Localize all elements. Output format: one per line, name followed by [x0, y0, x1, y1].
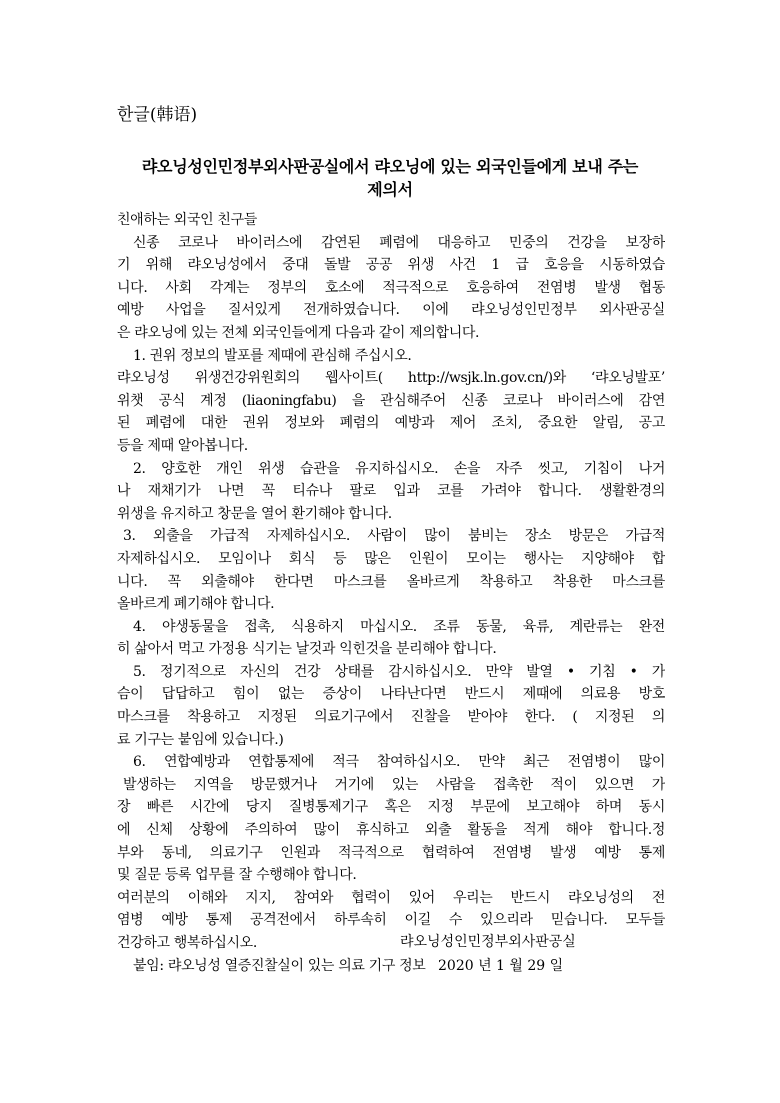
body-line: 예방 사업을 질서있게 전개하였습니다. 이에 랴오닝성인민정부 외사판공실 [117, 302, 665, 319]
body-line: 은 랴오닝에 있는 전체 외국인들에게 다음과 같이 제의합니다. [117, 324, 480, 341]
body-line: 료 기구는 붙임에 있습니다.) [117, 731, 284, 748]
item-heading: 4. 야생동물을 접촉, 식용하지 마십시오. 조류 동물, 육류, 계란류는 완전 [133, 618, 665, 635]
body-line: 마스크를 착용하고 지정된 의료기구에서 진찰을 받아야 한다. ( 지정된 의 [117, 709, 665, 726]
body-line: 신종 코로나 바이러스에 감연된 폐렴에 대응하고 민중의 건강을 보장하 [133, 234, 665, 251]
signature-date: 2020 년 1 월 29 일 [438, 958, 564, 974]
document-body [117, 209, 665, 977]
body-line: 염병 예방 통제 공격전에서 하루속히 이길 수 있으리라 믿습니다. 모두들 [117, 912, 665, 929]
body-line: 슴이 답답하고 힘이 없는 증상이 나타난다면 반드시 제때에 의료용 방호 [117, 686, 665, 703]
item-heading: 5. 정기적으로 자신의 건강 상태를 감시하십시오. 만약 발열 • 기침 • 가 [133, 663, 665, 680]
item-heading: 6. 연합예방과 연합통제에 적극 참여하십시오. 만약 최근 전염병이 많이 [133, 754, 665, 771]
body-line: 히 삶아서 먹고 가정용 식기는 날것과 익힌것을 분리해야 합니다. [117, 641, 497, 658]
item-heading: 2. 양호한 개인 위생 습관을 유지하십시오. 손을 자주 씻고, 기침이 나거 [133, 460, 665, 477]
body-line: 니다. 꼭 외출해야 한다면 마스크를 올바르게 착용하고 착용한 마스크를 [117, 573, 665, 590]
body-line: 부와 동네, 의료기구 인원과 적극적으로 협력하여 전염병 발생 예방 통제 [117, 844, 665, 861]
language-label: 한글(韩语) [117, 105, 198, 125]
body-line: 된 폐렴에 대한 권위 정보와 폐렴의 예방과 제어 조치, 중요한 알림, 공고 [117, 415, 665, 432]
body-line: 랴오닝성 위생건강위원회의 웹사이트( http://wsjk.ln.gov.cn/)와 ‘랴오닝발포’ [117, 370, 665, 387]
body-line: 발생하는 지역을 방문했거나 거기에 있는 사람을 접촉한 적이 있으면 가 [123, 776, 665, 793]
signature-block [400, 930, 660, 978]
body-line: 위챗 공식 계정 (liaoningfabu) 을 관심해주어 신종 코로나 바이러스에 감연 [117, 392, 665, 409]
body-line: 자제하십시오. 모임이나 회식 등 많은 인원이 모이는 행사는 지양해야 합 [117, 550, 665, 567]
body-line: 장 빠른 시간에 당지 질병통제기구 혹은 지정 부문에 보고해야 하며 동시 [117, 799, 665, 816]
body-line: 니다. 사회 각계는 정부의 호소에 적극적으로 호응하여 전염병 발생 협동 [117, 279, 665, 296]
document-title [117, 155, 663, 201]
title-line: 제의서 [367, 180, 413, 199]
item-heading: 1. 권위 정보의 발포를 제때에 관심해 주십시오. [133, 347, 412, 364]
attachment-note: 붙임: 랴오닝성 열증진찰실이 있는 의료 기구 정보 [133, 957, 426, 974]
title-line: 랴오닝성인민정부외사판공실에서 랴오닝에 있는 외국인들에게 보내 주는 [141, 157, 639, 176]
body-line: 등을 제때 알아봅니다. [117, 437, 248, 454]
body-line: 및 질문 등록 업무를 잘 수행해야 합니다. [117, 867, 357, 884]
body-line: 에 신체 상황에 주의하여 많이 휴식하고 외출 활동을 적게 해야 합니다.정 [117, 822, 665, 839]
body-line: 여러분의 이해와 지지, 참여와 협력이 있어 우리는 반드시 랴오닝성의 전 [117, 889, 665, 906]
signature-organization: 랴오닝성인민정부외사판공실 [400, 934, 576, 950]
body-line: 올바르게 폐기해야 합니다. [117, 596, 275, 613]
item-heading: 3. 외출을 가급적 자제하십시오. 사람이 많이 붐비는 장소 방문은 가급적 [123, 528, 665, 545]
body-line: 위생을 유지하고 창문을 열어 환기해야 합니다. [117, 505, 392, 522]
body-line: 건강하고 행복하십시오. [117, 935, 257, 951]
body-line: 기 위해 랴오닝성에서 중대 돌발 공공 위생 사건 1 급 호응을 시동하였습 [117, 257, 665, 274]
body-line: 나 재채기가 나면 꼭 티슈나 팔로 입과 코를 가려야 합니다. 생활환경의 [117, 483, 665, 500]
salutation: 친애하는 외국인 친구들 [117, 212, 257, 228]
